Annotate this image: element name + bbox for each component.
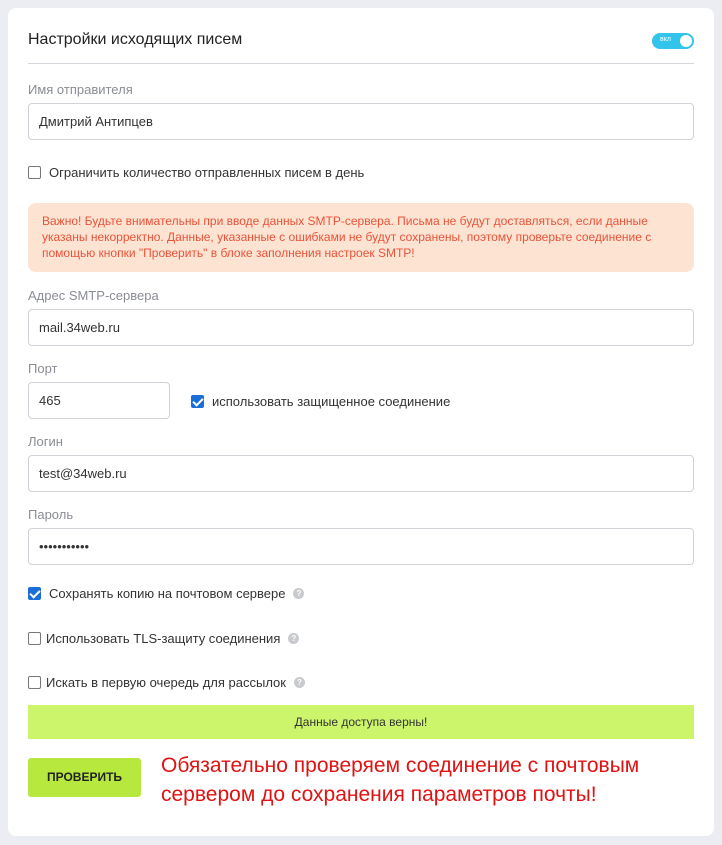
tls-row[interactable] xyxy=(28,631,299,646)
toggle-label: вкл xyxy=(660,36,671,43)
save-copy-label: Сохранять копию на почтовом сервере xyxy=(49,586,286,601)
settings-card xyxy=(8,8,714,836)
help-icon[interactable]: ? xyxy=(288,633,299,644)
smtp-address-label: Адрес SMTP-сервера xyxy=(28,288,159,303)
enable-toggle[interactable] xyxy=(652,33,694,49)
success-banner: Данные доступа верны! xyxy=(28,705,694,739)
priority-checkbox[interactable] xyxy=(28,676,41,689)
login-label: Логин xyxy=(28,434,63,449)
login-input[interactable]: test@34web.ru xyxy=(28,455,694,492)
tls-label: Использовать TLS-защиту соединения xyxy=(46,631,281,646)
limit-daily-checkbox[interactable] xyxy=(28,166,41,179)
password-input[interactable]: ••••••••••• xyxy=(28,528,694,565)
secure-connection-label: использовать защищенное соединение xyxy=(212,394,451,409)
tls-checkbox[interactable] xyxy=(28,632,41,645)
smtp-address-input[interactable]: mail.34web.ru xyxy=(28,309,694,346)
help-icon[interactable]: ? xyxy=(293,588,304,599)
port-input[interactable]: 465 xyxy=(28,382,170,419)
port-label: Порт xyxy=(28,361,58,376)
toggle-knob xyxy=(680,35,692,47)
smtp-warning: Важно! Будьте внимательны при вводе данных SMTP-сервера. Письма не будут доставляться, если данные указаны некорректно. Данные, указанные с ошибками не будут сохранены, поэтому проверьте соединение с помощью кнопки "Проверить" в блоке заполнения настроек SMTP! xyxy=(28,203,694,272)
check-button[interactable]: ПРОВЕРИТЬ xyxy=(28,758,141,797)
save-copy-checkbox[interactable] xyxy=(28,587,41,600)
save-copy-row[interactable] xyxy=(28,586,304,601)
limit-daily-row[interactable] xyxy=(28,165,364,180)
priority-row[interactable] xyxy=(28,675,305,690)
sender-name-label: Имя отправителя xyxy=(28,82,133,97)
secure-connection-row[interactable] xyxy=(191,394,450,409)
priority-label: Искать в первую очередь для рассылок xyxy=(46,675,286,690)
annotation-note: Обязательно проверяем соединение с почтовым сервером до сохранения параметров почты! xyxy=(161,754,640,806)
sender-name-input[interactable]: Дмитрий Антипцев xyxy=(28,103,694,140)
secure-connection-checkbox[interactable] xyxy=(191,395,204,408)
card-header xyxy=(28,28,694,64)
page-title: Настройки исходящих писем xyxy=(28,31,243,48)
limit-daily-label: Ограничить количество отправленных писем в день xyxy=(49,165,365,180)
password-label: Пароль xyxy=(28,507,74,522)
help-icon[interactable]: ? xyxy=(294,677,305,688)
